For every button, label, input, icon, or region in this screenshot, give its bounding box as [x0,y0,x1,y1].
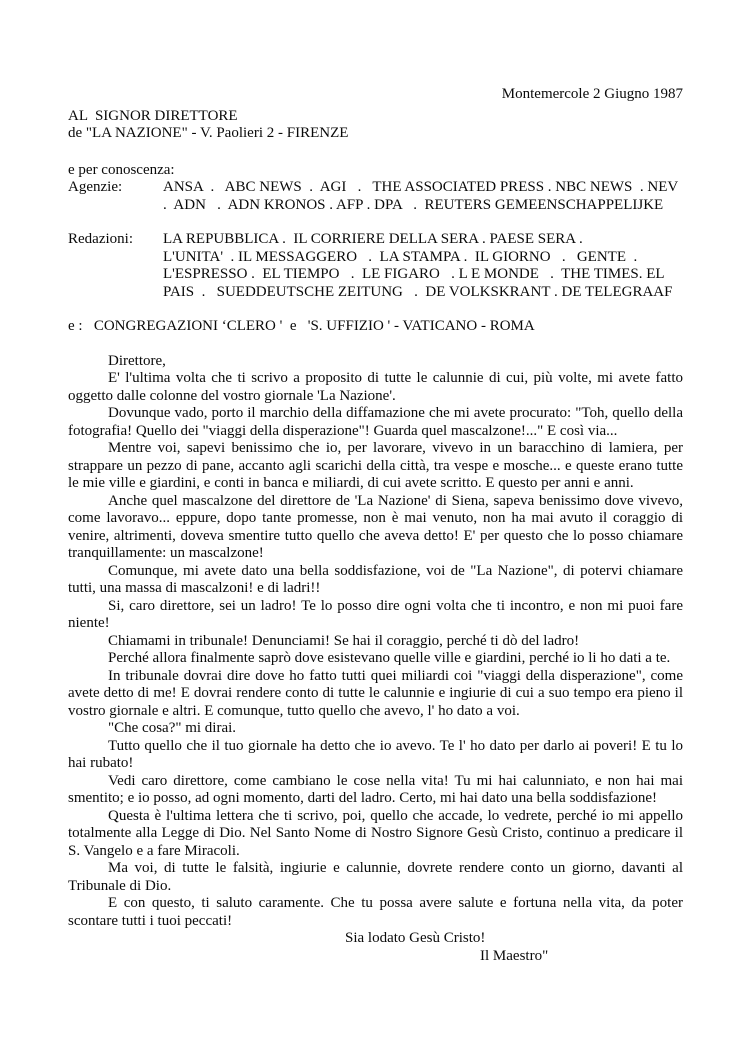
agencies-lines [163,179,683,214]
recipient-line-2: de "LA NAZIONE" - V. Paolieri 2 - FIRENZE [68,125,349,141]
closing-signature: Il Maestro" [480,947,549,964]
letter-date: Montemercole 2 Giugno 1987 [501,86,683,102]
salutation: Direttore, [108,352,166,369]
redazioni-line: L'UNITA' . IL MESSAGGERO . LA STAMPA . IL GIORNO . GENTE . [163,248,638,265]
paragraph: Anche quel mascalzone del direttore de 'La Nazione' di Siena, sapeva benissimo dove vivevo, come lavoravo... eppure, dopo tante promesse, non è mai venuto, non ha mai avuto il coraggio di venire, altrimenti, doveva smentire tutto quello che aveva detto! E' per questo che lo posso chiamare tranquillamente: un mascalzone! [68,492,683,561]
letter-content [68,86,683,965]
cc-agencies-row [68,179,683,214]
paragraph: E' l'ultima volta che ti scrivo a proposito di tutte le calunnie di cui, più volte, mi avete fatto oggetto dalle colonne del vostro giornale 'La Nazione'. [68,370,683,404]
cc-intro: e per conoscenza: [68,161,175,178]
paragraph: Chiamami in tribunale! Denunciami! Se hai il coraggio, perché ti dò del ladro! [108,632,580,649]
paragraph: "Che cosa?" mi dirai. [108,720,237,736]
paragraph: Questa è l'ultima lettera che ti scrivo, poi, quello che accade, lo vedrete, perché io mi appello totalmente alla Legge di Dio. Nel Santo Nome di Nostro Signore Gesù Cristo, continuo a predicare il S. Vangelo e a fare Miracoli. [68,807,683,859]
paragraph: Si, caro direttore, sei un ladro! Te lo posso dire ogni volta che ti incontro, e non mi puoi fare niente! [68,597,683,631]
letter-body [68,353,683,931]
paragraph: Ma voi, di tutte le falsità, ingiurie e calunnie, dovrete rendere conto un giorno, davanti al Tribunale di Dio. [68,860,683,894]
paragraph: Perché allora finalmente saprò dove esistevano quelle ville e giardini, perché io li ho dati a te. [108,650,671,666]
redazioni-line: PAIS . SUEDDEUTSCHE ZEITUNG . DE VOLKSKRANT . DE TELEGRAAF [163,283,673,300]
redazioni-line: L'ESPRESSO . EL TIEMPO . LE FIGARO . L E MONDE . THE TIMES. EL [163,266,665,282]
redazioni-line: LA REPUBBLICA . IL CORRIERE DELLA SERA . PAESE SERA . [163,231,583,247]
recipient-block [68,108,683,143]
paragraph: Mentre voi, sapevi benissimo che io, per lavorare, vivevo in un baracchino di lamiera, per strappare un pezzo di pane, accanto agli scarichi della città, tra vespe e mosche... e queste erano tutte le mie ville e giardini, e conti in banca e miliardi, di cui avete scritto. E questo per anni e anni. [68,440,683,491]
redazioni-lines [163,231,683,301]
paragraph: In tribunale dovrai dire dove ho fatto tutti quei miliardi coi "viaggi della disperazione", come avete detto di me! E dovrai rendere conto di tutte le calunnie e ingiurie di cui a suo tempo era pieno il vostro giornale e altri. E comunque, tutto quello che avevo, l' ho dato a voi. [68,667,683,719]
redazioni-label: Redazioni: [68,231,133,247]
recipient-line-1: AL SIGNOR DIRETTORE [68,107,238,124]
agencies-label: Agenzie: [68,179,123,195]
paragraph: E con questo, ti saluto caramente. Che tu possa avere salute e fortuna nella vita, da poter scontare tutti i tuoi peccati! [68,895,683,929]
paragraph: Dovunque vado, porto il marchio della diffamazione che mi avete procurato: "Toh, quello della fotografia! Quello dei "viaggi della disperazione"! Guarda quel mascalzone!..." E così via... [68,405,683,439]
cc-redazioni-row [68,231,683,301]
paragraph: Comunque, mi avete dato una bella soddisfazione, voi de "La Nazione", di potervi chiamare tutti, una massa di mascalzoni! e di ladri!! [68,562,683,596]
cc-vatican-line: e : CONGREGAZIONI ‘CLERO ' e 'S. UFFIZIO ' - VATICANO - ROMA [68,318,535,334]
paragraph: Vedi caro direttore, come cambiano le cose nella vita! Tu mi hai calunniato, e non hai mai smentito; e io posso, ad ogni momento, darti del ladro. Certo, mi hai dato una bella soddisfazione! [68,772,683,806]
agencies-line: . ADN . ADN KRONOS . AFP . DPA . REUTERS GEMEENSCHAPPELIJKE [163,196,664,213]
agencies-line: ANSA . ABC NEWS . AGI . THE ASSOCIATED PRESS . NBC NEWS . NEV [163,179,679,195]
closing-blessing: Sia lodato Gesù Cristo! [345,930,486,946]
closing-block [68,930,683,965]
paragraph: Tutto quello che il tuo giornale ha detto che io avevo. Te l' ho dato per darlo ai poveri! E tu lo hai rubato! [68,737,683,771]
